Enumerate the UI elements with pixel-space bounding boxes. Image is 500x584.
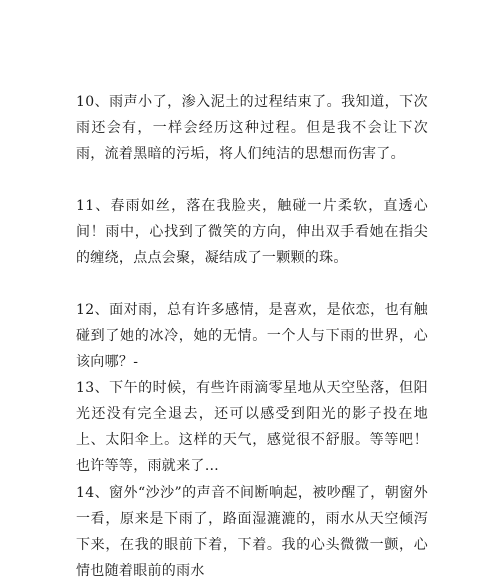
paragraph-13: 13、下午的时候，有些许雨滴零星地从天空坠落，但阳光还没有完全退去，还可以感受到阳光的影子投在地上、太阳伞上。这样的天气，感觉很不舒服。等等吧！也许等等，雨就来了… [76, 380, 428, 474]
paragraph-14: 14、窗外“沙沙”的声音不间断响起，被吵醒了，朝窗外一看，原来是下雨了，路面湿漉漉的，雨水从天空倾泻下来，在我的眼前下着，下着。我的心头微微一颤，心情也随着眼前的雨水 [76, 485, 428, 579]
paragraph-11: 11、春雨如丝，落在我脸夹，触碰一片柔软，直透心间！雨中，心找到了微笑的方向，伸出双手看她在指尖的缠绕，点点会聚，凝结成了一颗颗的珠。 [76, 198, 428, 266]
paragraph-12: 12、面对雨，总有许多感情，是喜欢，是依恋，也有触碰到了她的冰冷，她的无情。一个人与下雨的世界，心该向哪？- [76, 302, 428, 370]
paragraph-10: 10、雨声小了，渗入泥土的过程结束了。我知道，下次雨还会有，一样会经历这种过程。但是我不会让下次雨，流着黑暗的污垢，将人们纯洁的思想而伤害了。 [76, 94, 428, 162]
